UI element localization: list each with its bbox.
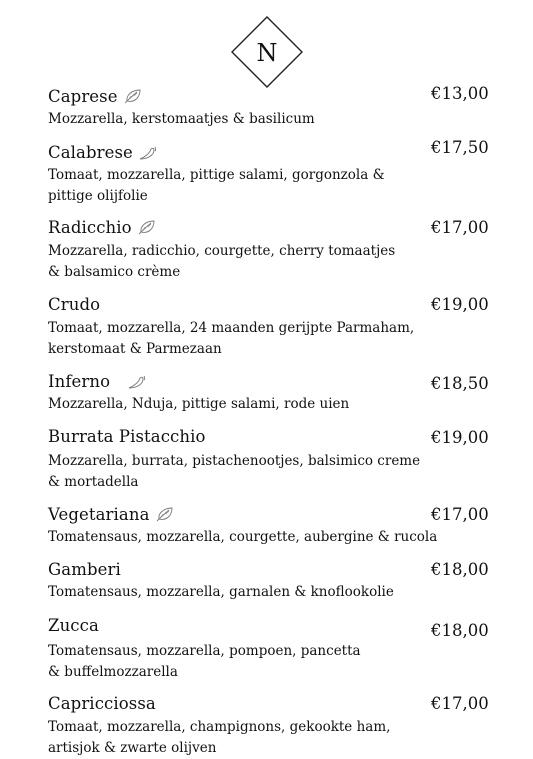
- menu-item-price: €17,00: [431, 505, 489, 524]
- description-line: Mozzarella, Nduja, pittige salami, rode uien: [48, 396, 350, 412]
- menu-item-heading: [48, 560, 121, 579]
- menu-item-description: [48, 641, 428, 683]
- menu-item-description: [48, 109, 428, 130]
- description-line: & balsamico crème: [48, 264, 181, 280]
- menu-item-description: [48, 527, 438, 548]
- description-line: Tomaat, mozzarella, champignons, gekookte ham,: [48, 719, 391, 735]
- menu-item-heading: [48, 505, 176, 524]
- menu-item-description: [48, 241, 428, 283]
- description-line: Mozzarella, kerstomaatjes & basilicum: [48, 111, 315, 127]
- menu-item-name: Vegetariana: [48, 505, 150, 524]
- menu-item-name: Burrata Pistacchio: [48, 427, 206, 446]
- menu-item-name: Inferno: [48, 372, 111, 391]
- menu-item-price: €18,00: [431, 621, 489, 640]
- description-line: Tomatensaus, mozzarella, courgette, aubergine & rucola: [48, 529, 438, 545]
- menu-item-heading: [48, 694, 156, 713]
- menu-item-name: Crudo: [48, 295, 101, 314]
- menu-item-heading: [48, 143, 159, 162]
- description-line: Tomatensaus, mozzarella, pompoen, pancetta: [48, 643, 361, 659]
- description-line: & mortadella: [48, 474, 139, 490]
- logo-letter: N: [256, 39, 278, 67]
- description-line: Tomaat, mozzarella, 24 maanden gerijpte Parmaham,: [48, 320, 415, 336]
- description-line: Tomaat, mozzarella, pittige salami, gorgonzola &: [48, 167, 385, 183]
- description-line: Mozzarella, burrata, pistachenootjes, balsimico creme: [48, 453, 421, 469]
- description-line: pittige olijfolie: [48, 188, 148, 204]
- menu-item-description: [48, 717, 428, 759]
- menu-item-description: [48, 165, 428, 207]
- menu-item-description: [48, 394, 428, 415]
- menu-item-heading: [48, 218, 158, 237]
- logo: [229, 14, 305, 90]
- leaf-icon: [154, 506, 176, 524]
- menu-item-description: [48, 451, 428, 493]
- menu-item-description: [48, 582, 428, 603]
- description-line: & buffelmozzarella: [48, 664, 178, 680]
- description-line: Mozzarella, radicchio, courgette, cherry tomaatjes: [48, 243, 396, 259]
- menu-item-price: €17,00: [431, 694, 489, 713]
- leaf-icon: [122, 88, 144, 106]
- description-line: Tomatensaus, mozzarella, garnalen & knoflookolie: [48, 584, 394, 600]
- menu-item-heading: [48, 295, 100, 314]
- menu-item-name: Calabrese: [48, 143, 133, 162]
- menu-item-name: Radicchio: [48, 218, 132, 237]
- menu-item-name: Zucca: [48, 616, 99, 635]
- menu-item-price: €13,00: [431, 84, 489, 103]
- leaf-icon: [136, 219, 158, 237]
- menu-item-price: €18,50: [431, 374, 489, 393]
- menu-item-heading: [48, 427, 206, 446]
- menu-item-description: [48, 318, 428, 360]
- menu-item-name: Gamberi: [48, 560, 121, 579]
- menu-item-heading: [48, 87, 144, 106]
- chili-icon: [126, 373, 148, 391]
- menu-item-price: €19,00: [431, 295, 489, 314]
- menu-item-price: €17,50: [431, 138, 489, 157]
- description-line: artisjok & zwarte olijven: [48, 740, 217, 756]
- menu-item-name: Caprese: [48, 87, 118, 106]
- menu-item-price: €18,00: [431, 560, 489, 579]
- menu-item-heading: [48, 616, 99, 635]
- menu-item-price: €19,00: [431, 428, 489, 447]
- menu-item-name: Capricciossa: [48, 694, 156, 713]
- chili-icon: [137, 144, 159, 162]
- description-line: kerstomaat & Parmezaan: [48, 341, 222, 357]
- menu-item-heading: [48, 372, 148, 391]
- logo-diamond: [229, 14, 305, 90]
- menu-item-price: €17,00: [431, 218, 489, 237]
